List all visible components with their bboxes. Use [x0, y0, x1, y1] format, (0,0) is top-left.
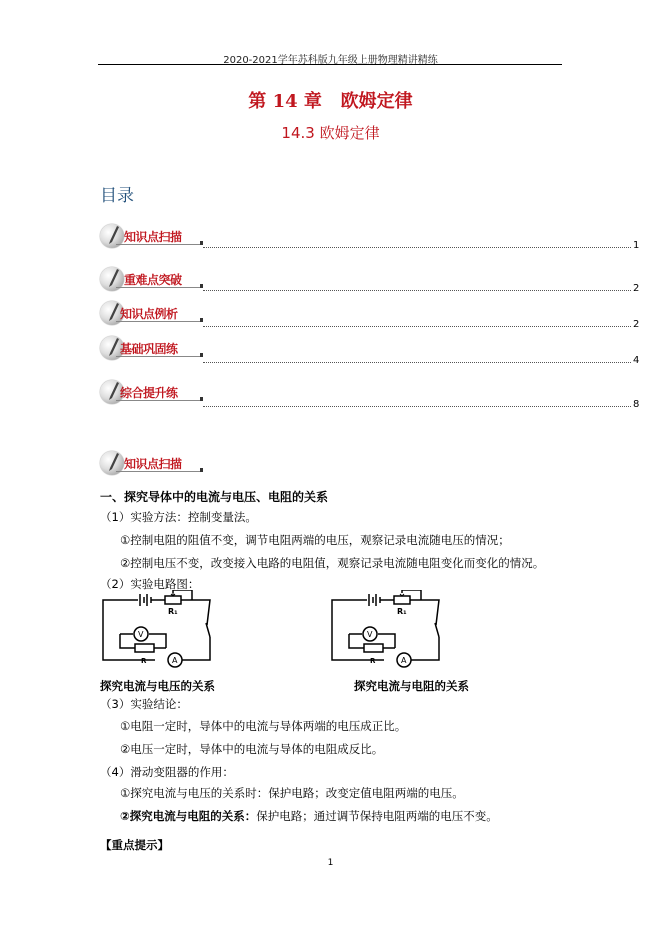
toc-leader	[203, 362, 631, 363]
item-1: （1）实验方法：控制变量法。	[100, 510, 257, 524]
section-badge-knowledge-scan	[100, 451, 210, 477]
toc-page-number: 8	[633, 399, 640, 410]
toc-item-label: 知识点扫描	[124, 230, 182, 244]
pen-icon	[106, 268, 120, 288]
circuit-diagram-current-resistance	[329, 590, 444, 668]
pen-icon	[106, 381, 120, 401]
pen-icon	[106, 225, 120, 245]
toc-item-comprehensive-practice[interactable]	[100, 380, 210, 406]
resistor-label: R	[141, 657, 147, 665]
rheostat-label: R₁	[397, 607, 407, 616]
chapter-title: 第 14 章 欧姆定律	[248, 91, 413, 112]
item-3-a: ①电阻一定时，导体中的电流与导体两端的电压成正比。	[120, 719, 407, 733]
pen-icon	[106, 337, 120, 357]
item-3: （3）实验结论：	[100, 697, 188, 711]
toc-page-number: 2	[633, 283, 640, 294]
toc-leader	[203, 326, 631, 327]
key-tip-heading: 【重点提示】	[100, 838, 169, 852]
section-badge-label: 知识点扫描	[124, 457, 182, 471]
toc-heading: 目录	[100, 186, 134, 206]
voltmeter-label: V	[138, 630, 144, 639]
item-1-a: ①控制电阻的阻值不变，调节电阻两端的电压，观察记录电流随电压的情况；	[120, 533, 510, 547]
toc-page-number: 4	[633, 355, 640, 366]
toc-item-label: 综合提升练	[120, 386, 178, 400]
toc-item-label: 知识点例析	[120, 307, 178, 321]
resistor-label: R	[370, 657, 376, 665]
ammeter-label: A	[172, 656, 178, 665]
rheostat-label: R₁	[168, 607, 178, 616]
toc-item-label: 基础巩固练	[120, 342, 178, 356]
item-4-b-lead: ②探究电流与电阻的关系：	[120, 809, 257, 823]
header-divider	[98, 64, 562, 65]
circuit-diagram-current-voltage	[100, 590, 215, 668]
item-4: （4）滑动变阻器的作用：	[100, 765, 234, 779]
page-number: 1	[327, 858, 334, 868]
item-1-b: ②控制电压不变，改变接入电路的电阻值，观察记录电流随电阻变化而变化的情况。	[120, 556, 545, 570]
ammeter-label: A	[401, 656, 407, 665]
toc-leader	[203, 290, 631, 291]
toc-item-knowledge-scan[interactable]	[100, 224, 210, 250]
section-heading: 一、探究导体中的电流与电压、电阻的关系	[100, 490, 329, 504]
toc-item-key-difficulties[interactable]	[100, 267, 210, 293]
pen-icon	[106, 452, 120, 472]
item-4-a: ①探究电流与电压的关系时：保护电路；改变定值电阻两端的电压。	[120, 786, 464, 800]
toc-page-number: 1	[633, 240, 640, 251]
voltmeter-label: V	[367, 630, 373, 639]
toc-leader	[203, 406, 631, 407]
toc-item-basic-practice[interactable]	[100, 336, 210, 362]
caption-current-voltage: 探究电流与电压的关系	[100, 679, 215, 693]
toc-leader	[203, 247, 631, 248]
toc-page-number: 2	[633, 319, 640, 330]
item-4-b	[120, 808, 498, 824]
pen-icon	[106, 302, 120, 322]
item-4-b-text: 保护电路；通过调节保持电阻两端的电压不变。	[256, 809, 498, 823]
toc-item-knowledge-examples[interactable]	[100, 301, 210, 327]
caption-current-resistance: 探究电流与电阻的关系	[354, 679, 469, 693]
toc-item-label: 重难点突破	[124, 273, 182, 287]
item-2: （2）实验电路图：	[100, 577, 200, 591]
running-header: 2020-2021学年苏科版九年级上册物理精讲精练	[223, 55, 438, 66]
item-3-b: ②电压一定时，导体中的电流与导体的电阻成反比。	[120, 742, 384, 756]
section-subtitle: 14.3 欧姆定律	[281, 124, 380, 142]
